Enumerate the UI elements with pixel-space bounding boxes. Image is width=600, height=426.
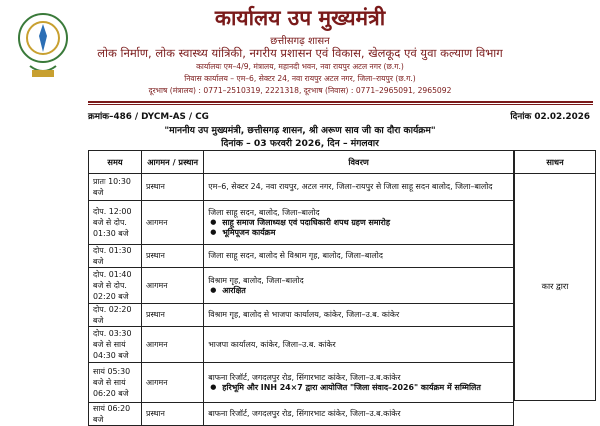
row-mode: आगमन	[142, 327, 204, 363]
table-row	[89, 268, 514, 304]
row-mode: आगमन	[142, 268, 204, 304]
row-time: सायं 05:30 बजे से सायं 06:20 बजे	[89, 363, 142, 403]
row-detail-cell	[204, 268, 514, 304]
header-rule-thin	[88, 104, 593, 105]
row-detail: भाजपा कार्यालय, कांकेर, जिला–उ.ब. कांकेर	[204, 327, 514, 363]
row-mode: आगमन	[142, 201, 204, 245]
row-mode: प्रस्थान	[142, 304, 204, 327]
row-time: दोप. 12:00 बजे से दोप. 01:30 बजे	[89, 201, 142, 245]
reference-number: क्रमांक–486 / DYCM-AS / CG	[88, 112, 209, 122]
means-value: कार द्वारा	[514, 173, 596, 401]
row-time: दोप. 02:20 बजे	[89, 304, 142, 327]
header-time: समय	[89, 151, 142, 174]
row-mode: आगमन	[142, 363, 204, 403]
row-detail: जिला साहू सदन, बालोद, जिला–बालोद	[208, 207, 320, 217]
row-detail: विश्राम गृह, बालोद, जिला–बालोद	[208, 275, 304, 285]
header-rule	[88, 101, 593, 103]
row-mode: प्रस्थान	[142, 174, 204, 201]
row-bullet: ● आरक्षित	[208, 286, 509, 296]
table-row	[89, 403, 514, 426]
row-detail-cell	[204, 363, 514, 403]
row-time: दोप. 03:30 बजे से सायं 04:30 बजे	[89, 327, 142, 363]
office-address: कार्यालयः एम–4/9, मंत्रालय, महानदी भवन, नवा रायपुर अटल नगर (छ.ग.)	[196, 62, 404, 71]
row-detail: विश्राम गृह, बालोद से भाजपा कार्यालय, कांकेर, जिला–उ.ब. कांकेर	[204, 304, 514, 327]
letter-date: दिनांक 02.02.2026	[510, 112, 590, 122]
programme-title: "माननीय उप मुख्यमंत्री, छत्तीसगढ़ शासन, श्री अरूण साव जी का दौरा कार्यक्रम"	[164, 125, 436, 136]
row-time: प्रातः 10:30 बजे	[89, 174, 142, 201]
row-detail: एम–6, सेक्टर 24, नवा रायपुर, अटल नगर, जिला–रायपुर से जिला साहू सदन बालोद, जिला–बालोद	[204, 174, 514, 201]
phone-line: दूरभाष (मंत्रालय) : 0771–2510319, 2221318, दूरभाष (निवास) : 0771–2965091, 2965092	[148, 86, 452, 95]
schedule-table	[88, 150, 514, 426]
state-name: छत्तीसगढ़ शासन	[270, 36, 330, 47]
table-row	[89, 304, 514, 327]
row-detail: जिला साहू सदन, बालोद से विश्राम गृह, बालोद, जिला–बालोद	[204, 245, 514, 268]
residence-address: निवास कार्यालय – एम–6, सेक्टर 24, नवा रायपुर अटल नगर, जिला–रायपुर (छ.ग.)	[184, 74, 416, 83]
table-row	[89, 363, 514, 403]
row-detail-cell	[204, 201, 514, 245]
row-time: दोप. 01:40 बजे से दोप. 02:20 बजे	[89, 268, 142, 304]
row-bullet: ● भूमिपूजन कार्यक्रम	[208, 228, 509, 238]
table-row	[89, 174, 514, 201]
table-header-row	[89, 151, 514, 174]
row-time: सायं 06:20 बजे	[89, 403, 142, 426]
row-detail: बाफना रिजॉर्ट, जगदलपुर रोड, सिंगारभाट कांकेर, जिला–उ.ब.कांकेर	[208, 372, 401, 382]
table-row	[89, 327, 514, 363]
row-mode: प्रस्थान	[142, 245, 204, 268]
table-row	[89, 201, 514, 245]
row-bullet: ● साहू समाज जिलाध्यक्ष एवं पदाधिकारी शपथ ग्रहण समारोह	[208, 218, 509, 228]
row-bullet: ● हरिभूमि और INH 24×7 द्वारा आयोजित "जिला संवाद–2026" कार्यक्रम में सम्मिलित	[208, 383, 509, 393]
programme-date: दिनांक – 03 फरवरी 2026, दिन – मंगलवार	[221, 138, 379, 149]
row-mode: प्रस्थान	[142, 403, 204, 426]
header-means: साधन	[514, 150, 596, 174]
header-details: विवरण	[204, 151, 514, 174]
office-title: कार्यालय उप मुख्यमंत्री	[214, 5, 386, 30]
table-row	[89, 245, 514, 268]
row-detail: बाफना रिजॉर्ट, जगदलपुर रोड, सिंगारभाट कांकेर, जिला–उ.ब.कांकेर	[204, 403, 514, 426]
row-time: दोप. 01:30 बजे	[89, 245, 142, 268]
departments-line: लोक निर्माण, लोक स्वास्थ्य यांत्रिकी, नगरीय प्रशासन एवं विकास, खेलकूद एवं युवा कल्याण विभाग	[97, 46, 503, 60]
header-arrival: आगमन / प्रस्थान	[142, 151, 204, 174]
